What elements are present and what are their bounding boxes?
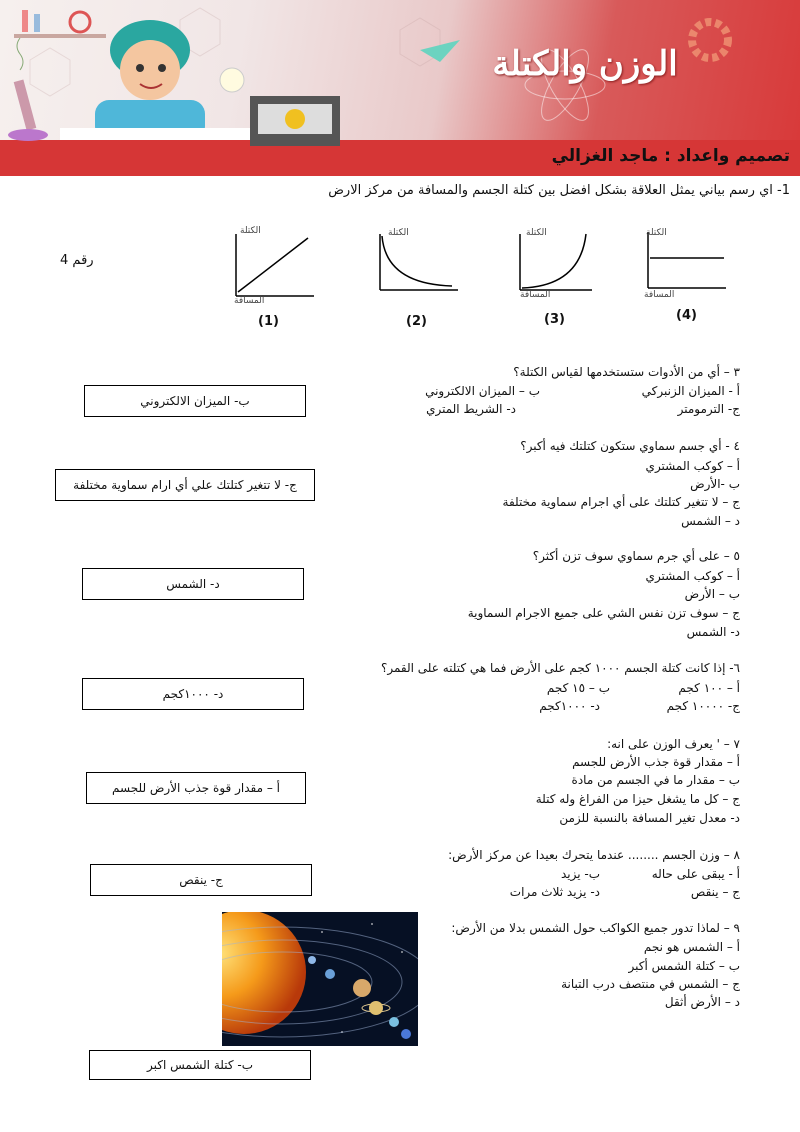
graph-2-number: (2) <box>406 314 427 329</box>
question-8-option-d: د- يزيد ثلاث مرات <box>509 885 600 899</box>
scientist-illustration <box>0 0 470 176</box>
graph-3-xlabel: المسافة <box>520 290 551 300</box>
graph-4-number: (4) <box>676 308 697 323</box>
question-3-answer-box: ب- الميزان الالكتروني <box>84 385 306 417</box>
question-4-option-c: ج – لا تتغير كتلتك على أي اجرام سماوية مختلفة <box>502 495 740 509</box>
question-9-stem: ٩ – لماذا تدور جميع الكواكب حول الشمس بدلا من الأرض: <box>451 921 740 935</box>
question-7-option-d: د- معدل تغير المسافة بالنسبة للزمن <box>559 811 740 825</box>
question-4-answer-box: ج- لا تتغير كتلتك علي أي ارام سماوية مختلفة <box>55 469 315 501</box>
question-5-answer-box: د- الشمس <box>82 568 304 600</box>
graph-1-xlabel: المسافة <box>234 296 265 306</box>
question-6-stem: ٦- إذا كانت كتلة الجسم ١٠٠٠ كجم على الأرض فما هي كتلته على القمر؟ <box>380 661 740 675</box>
question-6-answer-box: د- ١٠٠٠كجم <box>82 678 304 710</box>
question-3-option-a: أ - الميزان الزنبركي <box>641 384 740 398</box>
question-7-option-a: أ – مقدار قوة جذب الأرض للجسم <box>572 755 740 769</box>
question-8-option-a: أ - يبقى على حاله <box>651 867 740 881</box>
question-8-answer-box: ج- ينقص <box>90 864 312 896</box>
question-6-option-d: د- ١٠٠٠كجم <box>539 699 600 713</box>
question-9-option-a: أ – الشمس هو نجم <box>643 940 740 954</box>
graph-1 <box>228 226 318 329</box>
graph-3-number: (3) <box>544 312 565 327</box>
header-banner <box>0 0 800 176</box>
question-7-answer-box: أ – مقدار قوة جذب الأرض للجسم <box>86 772 306 804</box>
question-3-option-c: ج- الترمومتر <box>677 402 740 416</box>
microscope-icon <box>8 80 48 141</box>
question-8-stem: ٨ – وزن الجسم ........ عندما يتحرك بعيدا عن مركز الأرض: <box>448 848 740 862</box>
question-4-option-d: د – الشمس <box>681 514 740 528</box>
question-3-stem: ٣ – أي من الأدوات ستستخدمها لقياس الكتلة؟ <box>513 365 740 379</box>
question-1-answer: رقم 4 <box>60 253 94 268</box>
page-title: الوزن والكتلة <box>492 44 678 84</box>
question-3-option-d: د- الشريط المتري <box>426 402 516 416</box>
question-5-stem: ٥ – على أي جرم سماوي سوف تزن أكثر؟ <box>532 549 740 563</box>
question-5-option-a: أ – كوكب المشتري <box>645 569 740 583</box>
question-7-stem: ٧ – ' يعرف الوزن على انه: <box>607 737 740 751</box>
question-5-option-d: د- الشمس <box>686 625 740 639</box>
question-8-option-c: ج – ينقص <box>690 885 740 899</box>
graph-4-ylabel: الكتلة <box>646 228 667 238</box>
question-5-option-b: ب – الأرض <box>684 587 740 601</box>
graph-3-ylabel: الكتلة <box>526 228 547 238</box>
question-5-option-c: ج – سوف تزن نفس الشي على جميع الاجرام السماوية <box>467 606 740 620</box>
question-3-option-b: ب – الميزان الالكتروني <box>425 384 540 398</box>
question-8-option-b: ب- يزيد <box>560 867 600 881</box>
flask-icon <box>22 10 90 32</box>
author-credit: تصميم واعداد : ماجد الغزالي <box>551 146 790 166</box>
graph-1-ylabel: الكتلة <box>240 226 261 236</box>
graph-1-number: (1) <box>258 314 279 329</box>
question-9-option-b: ب – كتلة الشمس أكبر <box>628 959 740 973</box>
question-9-option-c: ج – الشمس في منتصف درب التبانة <box>561 977 740 991</box>
question-4-option-a: أ – كوكب المشتري <box>645 459 740 473</box>
question-6-option-a: أ – ١٠٠ كجم <box>678 681 740 695</box>
question-7-option-c: ج – كل ما يشغل حيزا من الفراغ وله كتلة <box>535 792 740 806</box>
question-4-option-b: ب -الأرض <box>690 477 740 491</box>
question-9-option-d: د – الأرض أثقل <box>664 995 740 1009</box>
question-1-text: 1- اي رسم بياني يمثل العلاقة بشكل افضل بين كتلة الجسم والمسافة من مركز الارض <box>328 183 790 198</box>
solar-system-image <box>222 912 418 1046</box>
question-9-answer-box: ب- كتلة الشمس اكبر <box>89 1050 311 1080</box>
question-7-option-b: ب – مقدار ما في الجسم من مادة <box>571 773 740 787</box>
graph-4 <box>642 226 732 323</box>
question-6-option-b: ب – ١٥ كجم <box>546 681 610 695</box>
graph-2-ylabel: الكتلة <box>388 228 409 238</box>
graph-3 <box>512 226 602 327</box>
question-6-option-c: ج- ١٠٠٠٠ كجم <box>666 699 740 713</box>
question-4-stem: ٤ - أي جسم سماوي ستكون كتلتك فيه أكبر؟ <box>520 439 740 453</box>
graph-2 <box>372 226 462 329</box>
graph-4-xlabel: المسافة <box>644 290 675 300</box>
